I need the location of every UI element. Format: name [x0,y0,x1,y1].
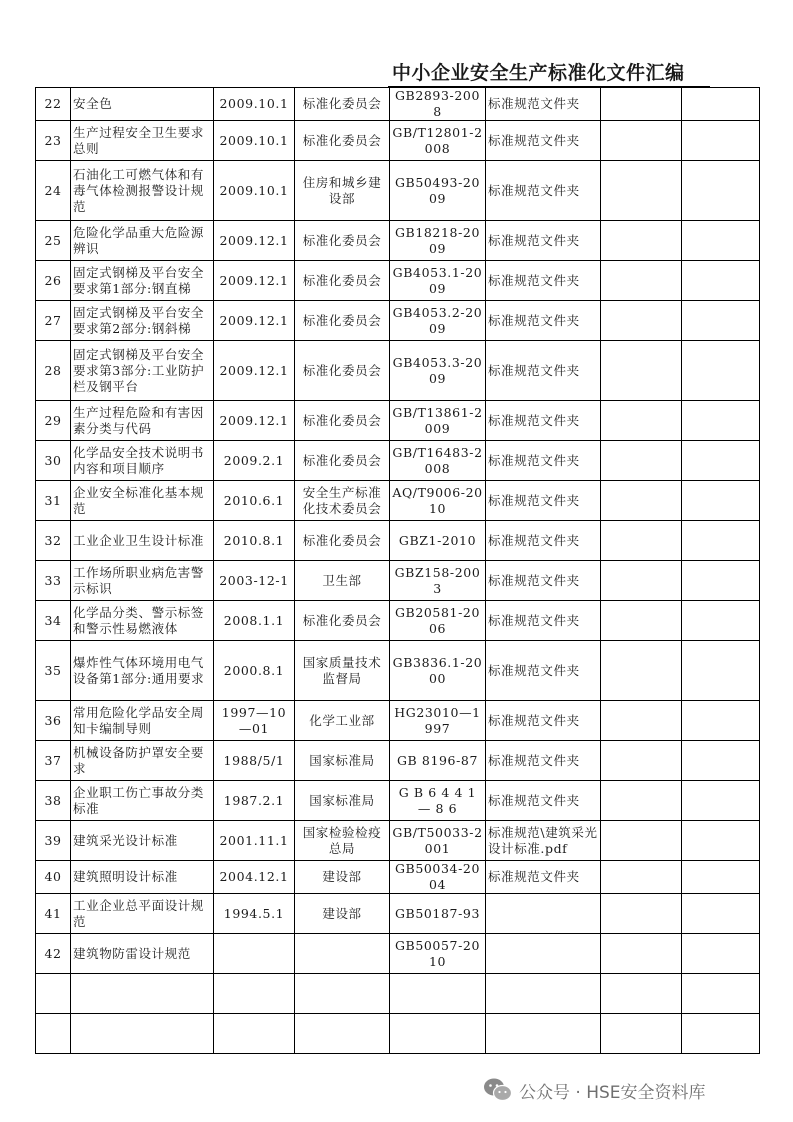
cell-blank [682,934,760,974]
cell-file-link: 标准规范\建筑采光设计标准.pdf [486,821,601,861]
cell-blank [601,974,682,1014]
table-row [36,741,760,781]
cell-standard-code: GB50057-2010 [390,934,486,974]
cell-standard-name: 化学品分类、警示标签和警示性易燃液体 [71,601,214,641]
cell-issuer [295,934,390,974]
cell-blank [601,521,682,561]
cell-file-link: 标准规范文件夹 [486,221,601,261]
cell-standard-name: 常用危险化学品安全周知卡编制导则 [71,701,214,741]
cell-effective-date: 2010.6.1 [214,481,295,521]
cell-blank [682,861,760,894]
cell-standard-code: GB/T50033-2001 [390,821,486,861]
cell-number: 40 [36,861,71,894]
cell-issuer: 标准化委员会 [295,301,390,341]
cell-standard-name: 机械设备防护罩安全要求 [71,741,214,781]
cell-blank [682,821,760,861]
cell-number: 31 [36,481,71,521]
cell-file-link: 标准规范文件夹 [486,521,601,561]
cell-number: 33 [36,561,71,601]
cell-file-link: 标准规范文件夹 [486,481,601,521]
cell-standard-name [71,1014,214,1054]
cell-file-link: 标准规范文件夹 [486,641,601,701]
cell-number: 22 [36,88,71,121]
cell-issuer: 标准化委员会 [295,261,390,301]
cell-number: 32 [36,521,71,561]
table-row [36,221,760,261]
watermark-text: 公众号 · HSE安全资料库 [519,1082,706,1103]
cell-blank [682,88,760,121]
cell-issuer: 化学工业部 [295,701,390,741]
cell-blank [601,701,682,741]
cell-standard-code: GB50187-93 [390,894,486,934]
cell-blank [601,741,682,781]
cell-standard-name: 企业安全标准化基本规范 [71,481,214,521]
table-row [36,161,760,221]
cell-effective-date: 2009.10.1 [214,88,295,121]
cell-issuer: 安全生产标准化技术委员会 [295,481,390,521]
cell-issuer: 标准化委员会 [295,221,390,261]
table-row [36,561,760,601]
cell-standard-name: 工业企业卫生设计标准 [71,521,214,561]
cell-standard-name: 爆炸性气体环境用电气设备第1部分:通用要求 [71,641,214,701]
cell-effective-date: 1997—10—01 [214,701,295,741]
cell-issuer [295,1014,390,1054]
cell-standard-name: 工作场所职业病危害警示标识 [71,561,214,601]
table-row [36,1014,760,1054]
cell-standard-name: 固定式钢梯及平台安全要求第1部分:钢直梯 [71,261,214,301]
cell-blank [601,88,682,121]
cell-file-link: 标准规范文件夹 [486,441,601,481]
cell-standard-name: 建筑采光设计标准 [71,821,214,861]
cell-blank [601,861,682,894]
cell-blank [682,601,760,641]
table-row [36,861,760,894]
cell-standard-code: GB/T12801-2008 [390,121,486,161]
table-row [36,261,760,301]
cell-blank [601,161,682,221]
cell-blank [682,641,760,701]
cell-number: 42 [36,934,71,974]
document-title: 中小企业安全生产标准化文件汇编 [392,62,685,84]
cell-standard-code: GB 8196-87 [390,741,486,781]
table-row [36,934,760,974]
cell-issuer: 标准化委员会 [295,401,390,441]
cell-effective-date: 2008.1.1 [214,601,295,641]
cell-blank [601,301,682,341]
cell-blank [601,1014,682,1054]
cell-file-link: 标准规范文件夹 [486,781,601,821]
cell-number: 30 [36,441,71,481]
cell-standard-code: GB20581-2006 [390,601,486,641]
cell-standard-name: 建筑照明设计标准 [71,861,214,894]
cell-blank [601,221,682,261]
cell-number: 39 [36,821,71,861]
table-row [36,821,760,861]
table-row [36,601,760,641]
table-row [36,88,760,121]
cell-file-link: 标准规范文件夹 [486,401,601,441]
cell-file-link: 标准规范文件夹 [486,341,601,401]
cell-blank [601,561,682,601]
cell-standard-code: G B 6 4 4 1 — 8 6 [390,781,486,821]
cell-standard-code: GB2893-2008 [390,88,486,121]
cell-standard-name: 企业职工伤亡事故分类标准 [71,781,214,821]
cell-blank [601,481,682,521]
cell-file-link: 标准规范文件夹 [486,561,601,601]
cell-blank [682,341,760,401]
cell-number: 36 [36,701,71,741]
cell-standard-code: GB3836.1-2000 [390,641,486,701]
cell-blank [601,341,682,401]
cell-blank [682,894,760,934]
cell-number: 28 [36,341,71,401]
cell-blank [682,521,760,561]
cell-issuer: 标准化委员会 [295,88,390,121]
cell-issuer: 标准化委员会 [295,441,390,481]
cell-blank [601,821,682,861]
cell-standard-code: GB50034-2004 [390,861,486,894]
table-row [36,301,760,341]
cell-number: 29 [36,401,71,441]
cell-standard-code: HG23010—1997 [390,701,486,741]
cell-standard-code: GBZ158-2003 [390,561,486,601]
cell-blank [682,441,760,481]
cell-standard-code [390,1014,486,1054]
table-row [36,341,760,401]
cell-issuer: 建设部 [295,894,390,934]
cell-standard-name: 化学品安全技术说明书内容和项目顺序 [71,441,214,481]
cell-file-link [486,934,601,974]
cell-standard-name: 固定式钢梯及平台安全要求第3部分:工业防护栏及钢平台 [71,341,214,401]
cell-number: 27 [36,301,71,341]
cell-blank [601,441,682,481]
cell-standard-code: GB18218-2009 [390,221,486,261]
cell-number: 23 [36,121,71,161]
cell-blank [682,741,760,781]
cell-blank [682,1014,760,1054]
cell-standard-name [71,974,214,1014]
cell-number: 41 [36,894,71,934]
cell-effective-date [214,934,295,974]
cell-file-link: 标准规范文件夹 [486,601,601,641]
cell-number: 35 [36,641,71,701]
standards-table [35,87,760,1054]
cell-blank [682,781,760,821]
table-row [36,401,760,441]
cell-standard-code: GB50493-2009 [390,161,486,221]
cell-standard-name: 危险化学品重大危险源辨识 [71,221,214,261]
cell-effective-date: 2009.12.1 [214,341,295,401]
cell-issuer: 卫生部 [295,561,390,601]
cell-issuer: 标准化委员会 [295,121,390,161]
watermark [483,1075,706,1105]
cell-blank [601,601,682,641]
cell-issuer: 标准化委员会 [295,601,390,641]
cell-standard-code: GB/T13861-2009 [390,401,486,441]
cell-standard-name: 石油化工可燃气体和有毒气体检测报警设计规范 [71,161,214,221]
cell-standard-code: AQ/T9006-2010 [390,481,486,521]
cell-issuer: 标准化委员会 [295,341,390,401]
cell-standard-code: GBZ1-2010 [390,521,486,561]
cell-effective-date: 2009.12.1 [214,221,295,261]
cell-number [36,1014,71,1054]
cell-file-link: 标准规范文件夹 [486,701,601,741]
cell-effective-date: 2009.12.1 [214,401,295,441]
cell-effective-date [214,1014,295,1054]
cell-number: 24 [36,161,71,221]
table-row [36,481,760,521]
cell-blank [601,401,682,441]
table-row [36,974,760,1014]
cell-number: 34 [36,601,71,641]
table-row [36,894,760,934]
cell-file-link: 标准规范文件夹 [486,861,601,894]
cell-blank [682,701,760,741]
cell-issuer: 国家检验检疫总局 [295,821,390,861]
cell-blank [601,641,682,701]
cell-blank [682,121,760,161]
cell-blank [682,221,760,261]
cell-number [36,974,71,1014]
cell-standard-code: GB4053.3-2009 [390,341,486,401]
cell-effective-date: 2000.8.1 [214,641,295,701]
cell-blank [682,301,760,341]
cell-effective-date: 1987.2.1 [214,781,295,821]
cell-issuer: 建设部 [295,861,390,894]
cell-standard-name: 生产过程安全卫生要求总则 [71,121,214,161]
cell-number: 37 [36,741,71,781]
table-row [36,441,760,481]
cell-file-link: 标准规范文件夹 [486,741,601,781]
cell-effective-date: 2009.12.1 [214,261,295,301]
cell-standard-name: 固定式钢梯及平台安全要求第2部分:钢斜梯 [71,301,214,341]
cell-effective-date: 2009.10.1 [214,161,295,221]
cell-standard-code: GB4053.2-2009 [390,301,486,341]
cell-effective-date: 1988/5/1 [214,741,295,781]
cell-effective-date: 1994.5.1 [214,894,295,934]
cell-issuer: 标准化委员会 [295,521,390,561]
wechat-icon [483,1077,513,1103]
cell-effective-date: 2009.10.1 [214,121,295,161]
table-row [36,521,760,561]
cell-file-link: 标准规范文件夹 [486,88,601,121]
cell-issuer: 国家标准局 [295,781,390,821]
cell-issuer: 国家质量技术监督局 [295,641,390,701]
cell-blank [682,161,760,221]
cell-blank [601,894,682,934]
cell-effective-date: 2004.12.1 [214,861,295,894]
cell-number: 26 [36,261,71,301]
cell-blank [682,481,760,521]
cell-issuer [295,974,390,1014]
table-body [36,88,760,1054]
cell-file-link [486,1014,601,1054]
table-row [36,641,760,701]
cell-blank [601,934,682,974]
cell-blank [682,561,760,601]
cell-blank [682,974,760,1014]
cell-standard-name: 工业企业总平面设计规范 [71,894,214,934]
cell-standard-code [390,974,486,1014]
cell-blank [682,401,760,441]
cell-standard-name: 建筑物防雷设计规范 [71,934,214,974]
table-row [36,701,760,741]
cell-issuer: 国家标准局 [295,741,390,781]
cell-effective-date [214,974,295,1014]
cell-standard-code: GB4053.1-2009 [390,261,486,301]
cell-effective-date: 2010.8.1 [214,521,295,561]
cell-blank [682,261,760,301]
cell-standard-name: 安全色 [71,88,214,121]
cell-blank [601,261,682,301]
cell-blank [601,781,682,821]
cell-issuer: 住房和城乡建设部 [295,161,390,221]
cell-file-link: 标准规范文件夹 [486,121,601,161]
cell-file-link: 标准规范文件夹 [486,261,601,301]
cell-effective-date: 2003-12-1 [214,561,295,601]
cell-file-link [486,894,601,934]
cell-standard-code: GB/T16483-2008 [390,441,486,481]
cell-number: 25 [36,221,71,261]
cell-effective-date: 2009.12.1 [214,301,295,341]
cell-effective-date: 2009.2.1 [214,441,295,481]
cell-file-link: 标准规范文件夹 [486,301,601,341]
table-row [36,121,760,161]
table-row [36,781,760,821]
cell-effective-date: 2001.11.1 [214,821,295,861]
cell-file-link [486,974,601,1014]
cell-standard-name: 生产过程危险和有害因素分类与代码 [71,401,214,441]
cell-number: 38 [36,781,71,821]
cell-file-link: 标准规范文件夹 [486,161,601,221]
cell-blank [601,121,682,161]
